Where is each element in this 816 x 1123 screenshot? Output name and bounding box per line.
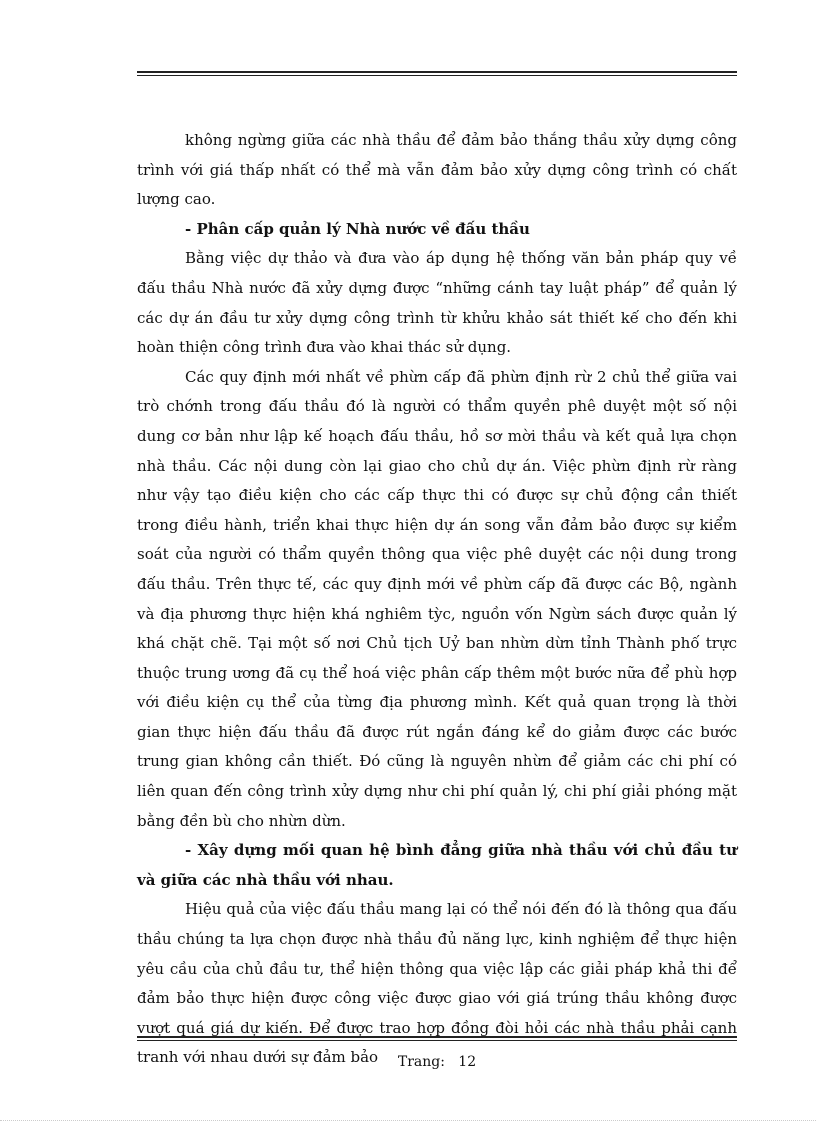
page-body: [137, 126, 737, 1073]
page-bottom-edge: [0, 1120, 816, 1121]
paragraph-decentralization-rules: Các quy định mới nhất về phừn cấp đã phừn định rừ 2 chủ thể giữa vai trò chớnh trong đấu thầu đó là người có thẩm quyền phê duyệt một số nội dung cơ bản như lập kế hoạch đấu thầu, hồ sơ mời thầu và kết quả lựa chọn nhà thầu. Các nội dung còn lại giao cho chủ dự án. Việc phừn định rừ ràng như vậy tạo điều kiện cho các cấp thực thi có được sự chủ động cần thiết trong điều hành, triển khai thực hiện dự án song vẫn đảm bảo được sự kiểm soát của người có thẩm quyền thông qua việc phê duyệt các nội dung trong đấu thầu. Trên thực tế, các quy định mới về phừn cấp đã được các Bộ, ngành và địa phương thực hiện khá nghiêm tỳc, nguồn vốn Ngừn sách được quản lý khá chặt chẽ. Tại một số nơi Chủ tịch Uỷ ban nhừn dừn tỉnh Thành phố trực thuộc trung ương đã cụ thể hoá việc phân cấp thêm một bước nữa để phù hợp với điều kiện cụ thể của từng địa phương mình. Kết quả quan trọng là thời gian thực hiện đấu thầu đã được rút ngắn đáng kể do giảm được các bước trung gian không cần thiết. Đó cũng là nguyên nhừn để giảm các chi phí có liên quan đến công trình xửy dựng như chi phí quản lý, chi phí giải phóng mặt bằng đền bù cho nhừn dừn.: [137, 367, 737, 830]
section-heading-decentralization: - Phân cấp quản lý Nhà nước về đấu thầu: [185, 219, 530, 238]
section-heading-equal-relations: - Xây dựng mối quan hệ bình đẳng giữa nhà thầu với chủ đầu tư và giữa các nhà thầu với nhau.: [137, 841, 737, 889]
header-rule: [137, 71, 737, 73]
paragraph-continuation: không ngừng giữa các nhà thầu để đảm bảo thắng thầu xửy dựng công trình với giá thấp nhất có thể mà vẫn đảm bảo xửy dựng công trình có chất lượng cao.: [137, 131, 737, 209]
page-number: 12: [458, 1054, 477, 1070]
page-footer: [137, 1054, 737, 1070]
paragraph-legal-framework: Bằng việc dự thảo và đưa vào áp dụng hệ thống văn bản pháp quy về đấu thầu Nhà nước đã xửy dựng được “những cánh tay luật pháp” để quản lý các dự án đầu tư xửy dựng công trình từ khửu khảo sát thiết kế cho đến khi hoàn thiện công trình đưa vào khai thác sử dụng.: [137, 249, 737, 357]
page-label: Trang:: [397, 1054, 445, 1070]
paragraph-bidding-effectiveness: Hiệu quả của việc đấu thầu mang lại có thể nói đến đó là thông qua đấu thầu chúng ta lựa chọn được nhà thầu đủ năng lực, kinh nghiệm để thực hiện yêu cầu của chủ đầu tư, thể hiện thông qua việc lập các giải pháp khả thi để đảm bảo thực hiện được công việc được giao với giá trúng thầu không được vượt quá giá dự kiến. Để được trao hợp đồng đòi hỏi các nhà thầu phải cạnh tranh với nhau dưới sự đảm bảo: [137, 900, 737, 1067]
footer-rule: [137, 1036, 737, 1038]
